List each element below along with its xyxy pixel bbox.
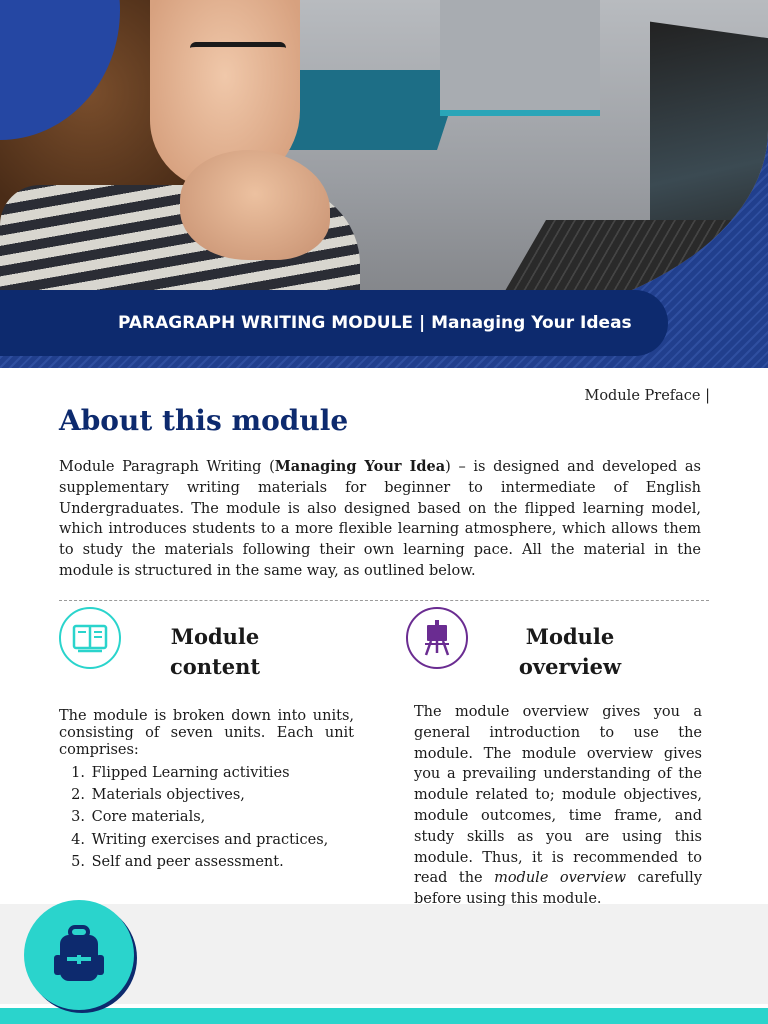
list-item <box>59 829 328 851</box>
list-number: 4. <box>71 831 85 848</box>
page-label: Module Preface | <box>584 388 710 404</box>
module-overview-description <box>414 702 702 910</box>
overview-heading-line2: overview <box>518 654 622 679</box>
module-subtitle: Managing Your Ideas <box>431 313 632 333</box>
book-icon <box>72 623 108 653</box>
list-item <box>59 784 328 806</box>
backpack-icon <box>53 925 105 985</box>
module-title-band <box>0 290 668 356</box>
module-name: PARAGRAPH WRITING MODULE <box>118 313 414 333</box>
backpack-badge <box>24 900 134 1010</box>
module-title <box>59 313 632 333</box>
content-heading-line2: content <box>169 654 261 679</box>
list-number: 3. <box>71 809 85 826</box>
list-text: Self and peer assessment. <box>91 853 284 870</box>
list-item <box>59 762 328 784</box>
photo-person-hand <box>180 150 330 260</box>
module-content-description: The module is broken down into units, consisting of seven units. Each unit comprises: <box>59 708 354 758</box>
content-icon-circle <box>59 607 121 669</box>
overview-icon-circle <box>406 607 468 669</box>
intro-text-rest: ) – is designed and developed as supplementary writing materials for beginner to intermediate of English Undergraduates. The module is also designed based on the flipped learning model, which introduces students to a more flexible learning atmosphere, which allows them to study the materials following their own learning pace. All the material in the module is structured in the same way, as outlined below. <box>59 459 701 579</box>
hero-photo <box>0 0 768 330</box>
list-item <box>59 806 328 828</box>
section-divider <box>59 600 709 601</box>
module-overview-heading <box>490 622 650 682</box>
footer-strip <box>0 1008 768 1024</box>
intro-paragraph <box>59 457 701 582</box>
overview-text-start: The module overview gives you a general introduction to use the module. The module overview gives you a prevailing understanding of the module related to; module objectives, module outcomes, time frame, and study skills as you are using this module. Thus, it is recommended to read the <box>414 704 702 887</box>
overview-text-end: carefully before using this module. <box>414 870 703 908</box>
module-content-heading <box>140 622 290 682</box>
list-text: Writing exercises and practices, <box>91 831 329 848</box>
list-number: 1. <box>71 765 85 781</box>
list-text: Materials objectives, <box>91 787 245 804</box>
list-item <box>59 851 328 873</box>
content-heading-line1: Module <box>170 624 260 649</box>
presentation-easel-icon <box>422 619 452 657</box>
unit-components-list <box>59 762 328 873</box>
overview-emphasis: module overview <box>494 870 627 887</box>
title-separator: | <box>413 313 432 333</box>
overview-heading-line1: Module <box>525 624 615 649</box>
list-number: 5. <box>71 853 85 870</box>
list-number: 2. <box>71 787 85 804</box>
list-text: Core materials, <box>91 809 206 826</box>
intro-text-start: Module Paragraph Writing ( <box>59 459 275 475</box>
page-title: About this module <box>59 404 349 437</box>
photo-glasses <box>190 42 286 69</box>
intro-bold-title: Managing Your Idea <box>274 458 446 475</box>
photo-laptop-back <box>440 0 600 116</box>
list-text: Flipped Learning activities <box>91 765 290 781</box>
